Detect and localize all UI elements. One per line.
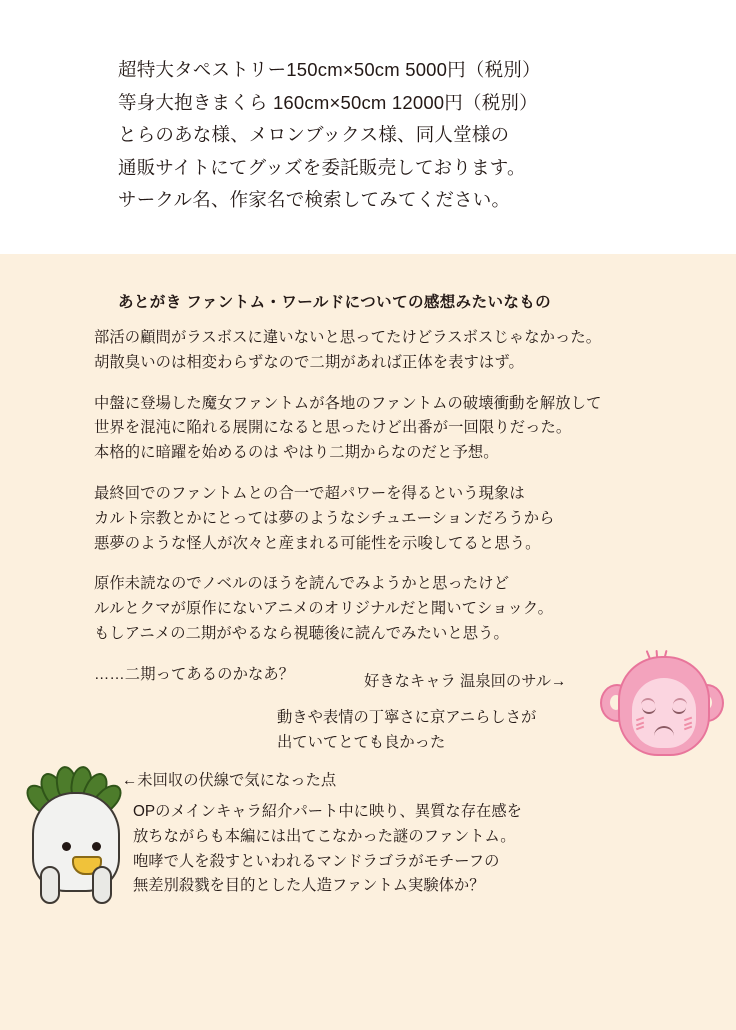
paragraph-line: ……二期ってあるのかなあ？: [94, 665, 295, 683]
bird-eye-left: [62, 842, 71, 851]
paragraph-line: 最終回でのファントムとの合一で超パワーを得るという現象は: [94, 484, 525, 502]
paragraph-line: 部活の顧問がラスボスに違いないと思ってたけどラスボスじゃなかった。: [94, 329, 602, 346]
paragraph-line: もしアニメの二期がやるなら視聴後に読んでみたいと思う。: [94, 624, 509, 642]
monkey-brow-right: [673, 698, 687, 705]
bird-note-line: OPのメインキャラ紹介パート中に映り、異質な存在感を: [133, 803, 522, 820]
bird-body: [32, 792, 120, 892]
afterword-body: [94, 326, 694, 704]
goods-line: 等身大抱きまくら 160cm×50cm 12000円（税別）: [118, 91, 538, 113]
goods-info-lines: [118, 54, 718, 217]
bird-wing-left: [40, 866, 60, 904]
goods-line: サークル名、作家名で検索してみてください。: [118, 189, 511, 210]
bird-phantom-illustration: [22, 766, 126, 888]
goods-line: 通販サイトにてグッズを委託販売しております。: [118, 156, 526, 178]
monkey-head: [618, 656, 710, 756]
afterword-section: [0, 254, 736, 1030]
goods-info-section: [0, 0, 736, 254]
bird-eye-right: [92, 842, 101, 851]
paragraph-line: 中盤に登場した魔女ファントムが各地のファントムの破壊衝動を解放して: [94, 394, 602, 412]
bird-wing-right: [92, 866, 112, 904]
afterword-paragraph: [94, 326, 694, 376]
goods-line: とらのあな様、メロンブックス様、同人堂様の: [118, 124, 510, 145]
afterword-paragraph: [94, 482, 694, 556]
monkey-note: [277, 706, 536, 756]
afterword-paragraph: [94, 572, 694, 646]
paragraph-line: カルト宗教とかにとっては夢のようなシチュエーションだろうから: [94, 509, 555, 527]
monkey-face: [632, 678, 696, 748]
bird-note-line: 咆哮で人を殺すといわれるマンドラゴラがモチーフの: [133, 852, 500, 870]
afterword-paragraph: [94, 392, 694, 466]
goods-line: 超特大タペストリー150cm×50cm 5000円（税別）: [118, 59, 541, 80]
monkey-eye-left: [642, 706, 656, 714]
monkey-blush-left: [636, 718, 644, 732]
monkey-mouth: [654, 726, 674, 738]
monkey-note-line: 動きや表情の丁寧さに京アニらしさが: [277, 709, 537, 726]
bird-note-line: 無差別殺戮を目的とした人造ファントム実験体か？: [133, 877, 485, 895]
paragraph-line: 悪夢のような怪人が次々と産まれる可能性を示唆してると思う。: [94, 534, 541, 552]
monkey-eye-right: [672, 706, 686, 714]
paragraph-line: ルルとクマが原作にないアニメのオリジナルだと聞いてショック。: [94, 600, 554, 618]
bird-note: [133, 800, 522, 899]
paragraph-line: 胡散臭いのは相変わらずなので二期があれば正体を表すはず。: [94, 353, 524, 371]
bird-note-line: 放ちながらも本編には出てこなかった謎のファントム。: [133, 827, 516, 845]
bird-caption: ←未回収の伏線で気になった点: [122, 772, 337, 789]
monkey-illustration: [600, 654, 724, 754]
monkey-blush-right: [684, 718, 692, 732]
monkey-brow-left: [641, 698, 655, 705]
monkey-caption: 好きなキャラ 温泉回のサル→: [364, 673, 567, 690]
paragraph-line: 原作未読なのでノベルのほうを読んでみようかと思ったけど: [94, 575, 510, 593]
paragraph-line: 本格的に暗躍を始めるのは やはり二期からなのだと予想。: [94, 444, 499, 462]
paragraph-line: 世界を混沌に陥れる展開になると思ったけど出番が一回限りだった。: [94, 419, 572, 437]
afterword-title: あとがき ファントム・ワールドについての感想みたいなもの: [118, 294, 552, 311]
monkey-note-line: 出ていてとても良かった: [277, 733, 446, 751]
